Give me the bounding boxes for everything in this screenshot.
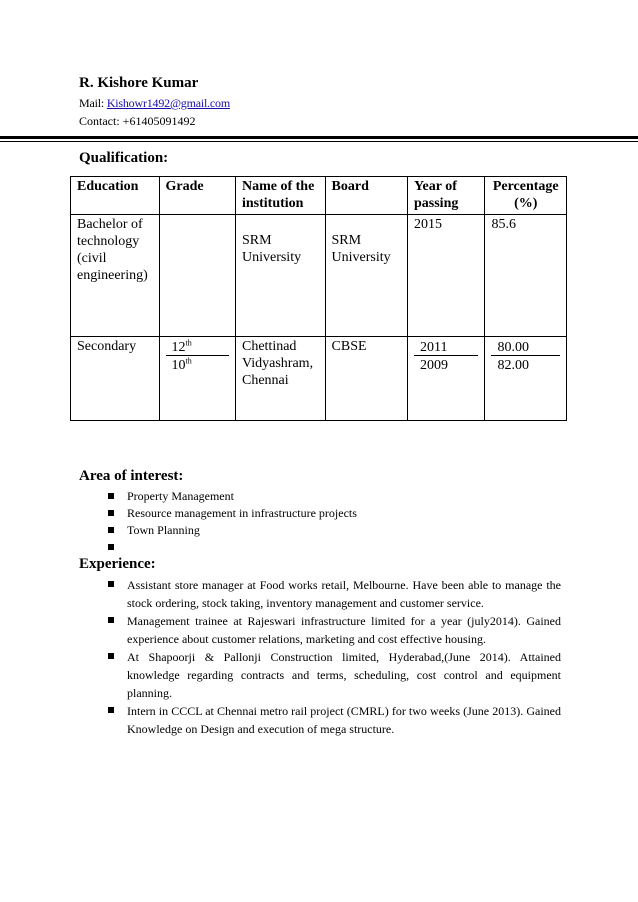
experience-list	[108, 576, 561, 738]
square-bullet-icon	[108, 544, 114, 550]
contact-line	[79, 114, 195, 129]
mail-line	[79, 96, 230, 111]
header-divider-thin	[0, 141, 638, 142]
grade-12	[166, 338, 229, 356]
grade-suffix: th	[185, 338, 192, 348]
header-board: Board	[325, 177, 407, 215]
square-bullet-icon	[108, 527, 114, 533]
grade-number: 10	[171, 358, 186, 373]
square-bullet-icon	[108, 493, 114, 499]
email-link[interactable]: Kishowr1492@gmail.com	[106, 96, 230, 110]
square-bullet-icon	[108, 707, 114, 713]
interest-list	[108, 488, 357, 556]
year-2011: 2011	[414, 338, 478, 356]
list-item	[108, 505, 357, 522]
list-item	[108, 488, 357, 505]
header-percentage: Percentage (%)	[485, 177, 567, 215]
list-item-text: Assistant store manager at Food works retail, Melbourne. Have been able to manage the stock ordering, stock taking, inventory management and customer service.	[127, 578, 561, 610]
list-item-text: Intern in CCCL at Chennai metro rail project (CMRL) for two weeks (June 2013). Gained Knowledge on Design and execution of mega structure.	[127, 704, 561, 736]
contact-label: Contact:	[79, 114, 123, 128]
list-item-text: Management trainee at Rajeswari infrastructure limited for a year (july2014). Gained experience about customer relations, marketing and cost effective housing.	[127, 614, 561, 646]
cell-board: CBSE	[325, 337, 407, 421]
cell-percentage: 85.6	[485, 215, 567, 337]
cell-education: Secondary	[71, 337, 160, 421]
list-item	[108, 648, 561, 702]
list-item-text: At Shapoorji & Pallonji Construction limited, Hyderabad,(June 2014). Attained knowledge regarding contracts and terms, scheduling, cost control and equipment planning.	[127, 650, 561, 700]
list-item-text: Town Planning	[127, 523, 200, 537]
candidate-name: R. Kishore Kumar	[79, 75, 199, 91]
list-item	[108, 522, 357, 539]
header-institution: Name of the institution	[235, 177, 325, 215]
cell-grade	[159, 215, 235, 337]
list-item	[108, 576, 561, 612]
header-education: Education	[71, 177, 160, 215]
square-bullet-icon	[108, 653, 114, 659]
year-2009: 2009	[420, 358, 448, 373]
square-bullet-icon	[108, 581, 114, 587]
qualification-table	[70, 176, 567, 421]
percentage-80: 80.00	[491, 338, 560, 356]
grade-number: 12	[171, 340, 186, 355]
cell-board: SRM University	[325, 215, 407, 337]
header-grade: Grade	[159, 177, 235, 215]
list-item-text: Property Management	[127, 489, 234, 503]
contact-number: +61405091492	[122, 114, 196, 128]
experience-heading: Experience:	[79, 556, 156, 572]
qualification-heading: Qualification:	[79, 150, 169, 166]
cell-year-split	[408, 337, 485, 421]
cell-education: Bachelor of technology (civil engineering)	[71, 215, 160, 337]
table-header-row	[71, 177, 567, 215]
list-item	[108, 612, 561, 648]
list-item	[108, 702, 561, 738]
cell-institution: Chettinad Vidyashram, Chennai	[235, 337, 325, 421]
table-row	[71, 215, 567, 337]
cell-grade-split	[159, 337, 235, 421]
percentage-82: 82.00	[497, 358, 529, 373]
cell-year: 2015	[408, 215, 485, 337]
mail-label: Mail:	[79, 96, 107, 110]
list-item-text: Resource management in infrastructure projects	[127, 506, 357, 520]
square-bullet-icon	[108, 617, 114, 623]
header-divider-thick	[0, 136, 638, 139]
table-row	[71, 337, 567, 421]
cell-institution: SRM University	[235, 215, 325, 337]
cell-percentage-split	[485, 337, 567, 421]
grade-suffix: th	[185, 356, 192, 366]
square-bullet-icon	[108, 510, 114, 516]
grade-10	[166, 356, 229, 376]
header-year: Year of passing	[408, 177, 485, 215]
list-item	[108, 539, 357, 556]
interest-heading: Area of interest:	[79, 468, 184, 484]
